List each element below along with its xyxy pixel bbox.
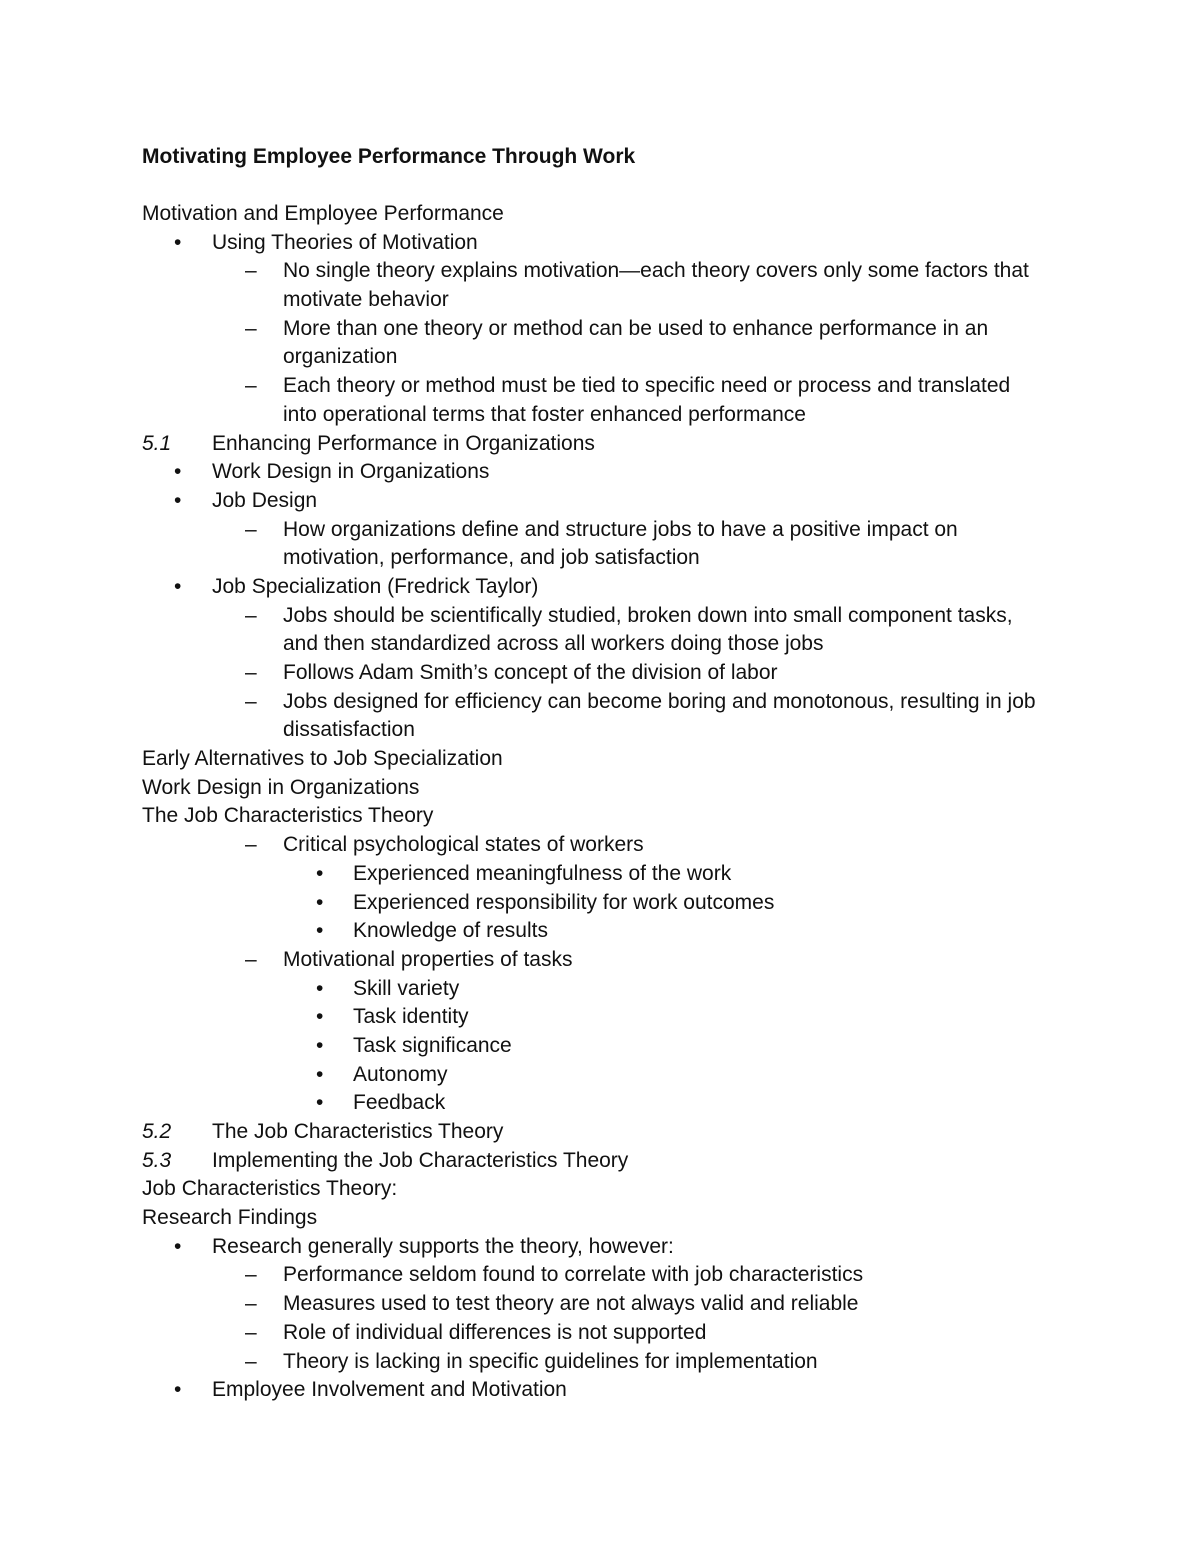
- document-line: [0, 889, 1200, 918]
- document-title: Motivating Employee Performance Through Work: [142, 145, 636, 168]
- line-text: Knowledge of results: [353, 919, 548, 943]
- line-text: Skill variety: [353, 976, 460, 1000]
- dash-marker: –: [245, 833, 257, 857]
- line-text: Motivational properties of tasks: [283, 947, 573, 971]
- dash-marker: –: [245, 1263, 257, 1287]
- line-text: Employee Involvement and Motivation: [212, 1378, 567, 1402]
- document-line: [0, 688, 1200, 717]
- line-text: Task significance: [353, 1033, 512, 1057]
- dash-marker: –: [245, 689, 257, 713]
- line-text: Jobs should be scientifically studied, broken down into small component tasks,: [283, 603, 1013, 627]
- dash-marker: –: [245, 1292, 257, 1316]
- document-line: [0, 716, 1200, 745]
- line-text: Theory is lacking in specific guidelines for implementation: [283, 1349, 818, 1373]
- line-text: Critical psychological states of workers: [283, 833, 644, 857]
- line-text: The Job Characteristics Theory: [212, 1120, 504, 1143]
- line-text: Using Theories of Motivation: [212, 230, 478, 254]
- bullet-marker: •: [316, 976, 324, 1000]
- document-line: [0, 1118, 1200, 1147]
- document-line: [0, 200, 1200, 229]
- document-line: [0, 229, 1200, 258]
- document-line: [0, 1061, 1200, 1090]
- document-line: [0, 802, 1200, 831]
- line-text: Role of individual differences is not supported: [283, 1320, 707, 1344]
- line-text: Jobs designed for efficiency can become boring and monotonous, resulting in job: [283, 689, 1036, 713]
- document-line: [0, 1319, 1200, 1348]
- document-line: [0, 946, 1200, 975]
- document-line: [0, 430, 1200, 459]
- line-text: dissatisfaction: [283, 718, 415, 742]
- document-line: [0, 372, 1200, 401]
- bullet-marker: •: [174, 574, 182, 598]
- bullet-marker: •: [316, 919, 324, 943]
- line-text: Measures used to test theory are not always valid and reliable: [283, 1292, 859, 1316]
- document-line: [0, 257, 1200, 286]
- line-text: motivate behavior: [283, 288, 449, 312]
- line-text: Job Specialization (Fredrick Taylor): [212, 574, 539, 598]
- bullet-marker: •: [174, 1378, 182, 1402]
- document-line: [0, 1233, 1200, 1262]
- dash-marker: –: [245, 947, 257, 971]
- bullet-marker: •: [174, 488, 182, 512]
- document-line: [0, 917, 1200, 946]
- bullet-marker: •: [174, 1234, 182, 1258]
- document-line: [0, 1147, 1200, 1176]
- dash-marker: –: [245, 316, 257, 340]
- line-text: Job Design: [212, 488, 318, 512]
- document-line: [0, 516, 1200, 545]
- bullet-marker: •: [316, 1062, 324, 1086]
- document-line: [0, 1376, 1200, 1405]
- line-text: Experienced responsibility for work outcomes: [353, 890, 775, 914]
- document-line: [0, 831, 1200, 860]
- section-number: 5.1: [142, 431, 172, 455]
- line-text: Task identity: [353, 1005, 469, 1029]
- line-text: Research generally supports the theory, however:: [212, 1234, 674, 1258]
- dash-marker: –: [245, 517, 257, 541]
- document-line: [0, 1032, 1200, 1061]
- document-line: [0, 1175, 1200, 1204]
- document-line: [0, 401, 1200, 430]
- document-line: [0, 1204, 1200, 1233]
- line-text: Implementing the Job Characteristics Theory: [212, 1148, 629, 1172]
- dash-marker: –: [245, 1349, 257, 1373]
- line-text: Follows Adam Smith’s concept of the division of labor: [283, 661, 778, 684]
- document-line: [0, 1348, 1200, 1377]
- document-line: [0, 659, 1200, 688]
- line-text: and then standardized across all workers doing those jobs: [283, 632, 824, 656]
- document-line: [0, 544, 1200, 573]
- bullet-marker: •: [316, 890, 324, 914]
- document-line: [0, 745, 1200, 774]
- document-line: [0, 343, 1200, 372]
- line-text: Autonomy: [353, 1062, 448, 1086]
- document-body: [0, 200, 1200, 1405]
- line-text: The Job Characteristics Theory: [142, 804, 434, 828]
- line-text: Feedback: [353, 1091, 446, 1115]
- line-text: into operational terms that foster enhanced performance: [283, 402, 806, 426]
- line-text: No single theory explains motivation—each theory covers only some factors that: [283, 259, 1029, 283]
- line-text: Early Alternatives to Job Specialization: [142, 747, 503, 771]
- document-line: [0, 573, 1200, 602]
- document-line: [0, 1003, 1200, 1032]
- bullet-marker: •: [174, 230, 182, 254]
- line-text: Work Design in Organizations: [212, 460, 490, 484]
- document-line: [0, 1290, 1200, 1319]
- line-text: Job Characteristics Theory:: [142, 1177, 398, 1201]
- document-line: [0, 975, 1200, 1004]
- line-text: Research Findings: [142, 1206, 318, 1230]
- document-line: [0, 1089, 1200, 1118]
- dash-marker: –: [245, 661, 257, 684]
- section-number: 5.2: [142, 1120, 172, 1143]
- line-text: Experienced meaningfulness of the work: [353, 861, 732, 885]
- document-line: [0, 860, 1200, 889]
- bullet-marker: •: [316, 1091, 324, 1115]
- line-text: organization: [283, 345, 398, 369]
- line-text: Performance seldom found to correlate with job characteristics: [283, 1263, 864, 1287]
- line-text: More than one theory or method can be used to enhance performance in an: [283, 316, 989, 340]
- line-text: Motivation and Employee Performance: [142, 202, 504, 225]
- bullet-marker: •: [316, 861, 324, 885]
- bullet-marker: •: [316, 1033, 324, 1057]
- line-text: motivation, performance, and job satisfaction: [283, 546, 700, 570]
- dash-marker: –: [245, 1320, 257, 1344]
- document-line: [0, 286, 1200, 315]
- line-text: Work Design in Organizations: [142, 775, 420, 799]
- document-line: [0, 774, 1200, 803]
- bullet-marker: •: [316, 1005, 324, 1029]
- section-number: 5.3: [142, 1148, 172, 1172]
- bullet-marker: •: [174, 460, 182, 484]
- line-text: Each theory or method must be tied to specific need or process and translated: [283, 374, 1011, 398]
- document-line: [0, 315, 1200, 344]
- dash-marker: –: [245, 374, 257, 398]
- dash-marker: –: [245, 603, 257, 627]
- dash-marker: –: [245, 259, 257, 283]
- document-line: [0, 487, 1200, 516]
- document-line: [0, 1261, 1200, 1290]
- line-text: How organizations define and structure jobs to have a positive impact on: [283, 517, 958, 541]
- line-text: Enhancing Performance in Organizations: [212, 431, 595, 455]
- document-line: [0, 602, 1200, 631]
- document-line: [0, 630, 1200, 659]
- document-line: [0, 458, 1200, 487]
